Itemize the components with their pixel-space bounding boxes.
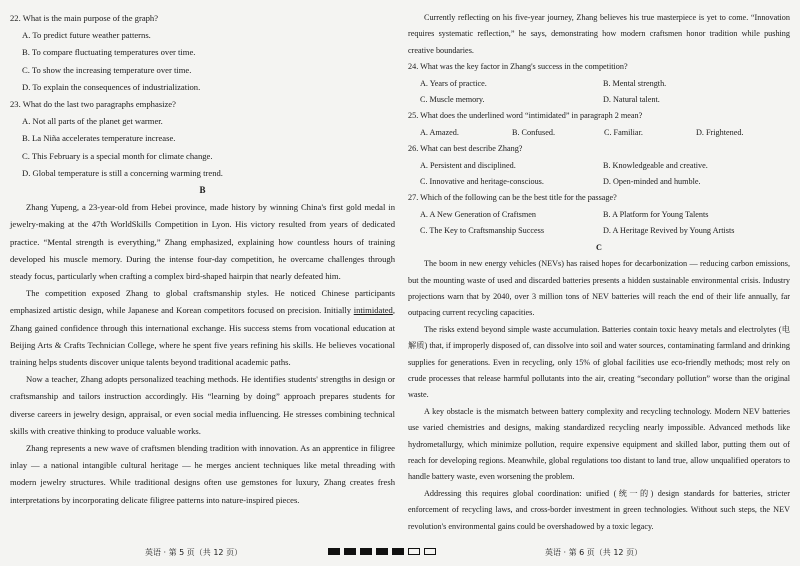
page-footer-left: 英语 · 第 5 页（共 12 页） — [145, 548, 243, 557]
passage-b-paragraph-2 — [10, 285, 395, 371]
option-row — [420, 223, 790, 239]
option-c: C. Familiar. — [604, 127, 643, 137]
option-a: A. A New Generation of Craftsmen — [420, 209, 536, 219]
option-a: A. To predict future weather patterns. — [22, 30, 151, 41]
marker-hollow — [408, 548, 420, 555]
option-d: D. Frightened. — [696, 127, 744, 137]
question-stem: 26. What can best describe Zhang? — [408, 144, 523, 154]
left-column — [10, 10, 395, 509]
option-row — [420, 92, 790, 108]
option-c: C. To show the increasing temperature over time. — [22, 64, 192, 75]
option-b: B. Confused. — [512, 127, 555, 137]
question-stem: 22. What is the main purpose of the graph? — [10, 13, 159, 23]
option-b: B. La Niña accelerates temperature increase. — [22, 133, 176, 144]
option-d: D. Natural talent. — [603, 95, 660, 105]
question-stem: 25. What does the underlined word “intimidated” in paragraph 2 mean? — [408, 111, 643, 121]
underlined-word: intimidated — [353, 305, 393, 316]
passage-c-paragraph-3: A key obstacle is the mismatch between battery complexity and recycling technology. Modern NEV batteries use varied chemistries and designs, making standardized recycling nearly impossible. Advanced methods like hydrometallurgy, which minimize pollution, require expensive equipment and skilled labor, putting them out of reach for developing regions. Meanwhile, global regulations too distant to land true, allow unqualified operators to handle battery waste, even worsening the problem. — [408, 406, 790, 482]
option-d: D. Open-minded and humble. — [603, 177, 701, 187]
question-25 — [408, 108, 790, 141]
option-b: B. A Platform for Young Talents — [603, 209, 709, 219]
option-c: C. Muscle memory. — [420, 95, 485, 105]
option-b: B. To compare fluctuating temperatures over time. — [22, 47, 196, 58]
question-stem: 23. What do the last two paragraphs emphasize? — [10, 99, 176, 110]
option-a: A. Persistent and disciplined. — [420, 160, 516, 170]
marker-block — [344, 548, 356, 555]
option-a: A. Years of practice. — [420, 78, 487, 88]
question-27 — [408, 190, 790, 239]
option-c: C. The Key to Craftsmanship Success — [420, 226, 545, 236]
section-heading-c: C — [596, 242, 602, 252]
option-d: D. Global temperature is still a concerning warming trend. — [22, 167, 223, 178]
option-row — [420, 125, 790, 141]
section-heading-b: B — [199, 185, 206, 196]
marker-block — [376, 548, 388, 555]
option-d: D. A Heritage Revived by Young Artists — [603, 226, 735, 236]
option-row — [420, 158, 790, 174]
passage-c-paragraph-4: Addressing this requires global coordination: unified (统一的) design standards for batteries, stricter enforcement of recycling laws, and cross-border investment in green technologies. Without such steps, the NEV revolution's environmental gains could be overshadowed by a toxic legacy. — [408, 488, 790, 531]
marker-block — [392, 548, 404, 555]
option-row — [420, 207, 790, 223]
option-c: C. This February is a special month for climate change. — [22, 150, 213, 161]
option-a: A. Amazed. — [420, 127, 459, 137]
passage-c-paragraph-2: The risks extend beyond simple waste accumulation. Batteries contain toxic heavy metals and electrolytes (电解质) that, if improperly disposed of, can dissolve into soil and water sources, contaminating farmland and drinking supplies for generations. Even in recycling, only 15% of global facilities use eco-friendly methods; most rely on crude processes that release harmful pollutants into the air, creating “secondary pollution” worse than the original waste. — [408, 324, 790, 400]
question-23 — [10, 96, 395, 182]
page-footer-right: 英语 · 第 6 页（共 12 页） — [545, 548, 643, 557]
right-column — [408, 10, 790, 535]
option-b: B. Knowledgeable and creative. — [603, 160, 708, 170]
passage-b-paragraph-3: Now a teacher, Zhang adopts personalized teaching methods. He identifies students' strengths in design or craftsmanship and tailors instruction accordingly. His “learning by doing” approach prepares students for diverse careers in jewelry design, appraisal, or even social media influencing. He stresses combining technical skills with creative thinking to produce valuable works. — [10, 374, 395, 436]
option-row — [420, 174, 790, 190]
passage-b-paragraph-5: Currently reflecting on his five-year journey, Zhang believes his true masterpiece is yet to come. “Innovation requires systematic reflection,” he says, demonstrating how modern craftsmen honor tradition while pushing creative boundaries. — [408, 13, 790, 55]
option-a: A. Not all parts of the planet get warmer. — [22, 116, 163, 127]
option-d: D. To explain the consequences of industrialization. — [22, 81, 201, 92]
question-26 — [408, 141, 790, 190]
page-marker-bar — [328, 548, 436, 555]
question-22 — [10, 10, 395, 96]
question-stem: 27. Which of the following can be the best title for the passage? — [408, 193, 617, 203]
option-c: C. Innovative and heritage-conscious. — [420, 177, 544, 187]
passage-b-paragraph-1: Zhang Yupeng, a 23-year-old from Hebei province, made history by winning China's first gold medal in jewelry-making at the 47th WorldSkills Competition in Lyon. His victory resulted from years of dedicated practice. “Mental strength is everything,” Zhang emphasized, explaining how countless hours of training developed his muscle memory. During the intense four-day competition, he overcame challenges through steady focus, particularly when crafting a complex bird-shaped hairpin that nearly defeated him. — [10, 202, 395, 282]
marker-hollow — [424, 548, 436, 555]
marker-block — [328, 548, 340, 555]
question-stem: 24. What was the key factor in Zhang's success in the competition? — [408, 62, 628, 72]
passage-c-paragraph-1: The boom in new energy vehicles (NEVs) has raised hopes for decarbonization — reducing carbon emissions, but the mounting waste of used and discarded batteries presents a hidden sustainable environmental crisis. Industry projections warn that by 2040, over 3 million tons of NEV batteries will reach the end of their life annually, far outpacing current recycling capacities. — [408, 259, 790, 318]
paragraph-text: The competition exposed Zhang to global craftsmanship styles. He noticed Chinese participants emphasized artistic design, while Japanese and Korean competitors focused on precision. Initially — [10, 288, 395, 316]
paragraph-text: , Zhang gained confidence through this international exchange. His success stems from vocational education at Beijing Arts & Crafts Technician College, where he spent five years refining his skills. He believes vocational training helps students discover unique talents beyond traditional academic paths. — [10, 305, 395, 368]
marker-block — [360, 548, 372, 555]
passage-b-paragraph-4: Zhang represents a new wave of craftsmen blending tradition with innovation. As an apprentice in filigree inlay — a national intangible cultural heritage — he merges ancient techniques like metal threading with modern jewelry structures. While traditional designs often use gemstones for luxury, Zhang creates fresh interpretations by incorporating delicate filigree patterns into nature-inspired pieces. — [10, 443, 395, 505]
option-b: B. Mental strength. — [603, 78, 667, 88]
question-24 — [408, 59, 790, 108]
option-row — [420, 76, 790, 92]
